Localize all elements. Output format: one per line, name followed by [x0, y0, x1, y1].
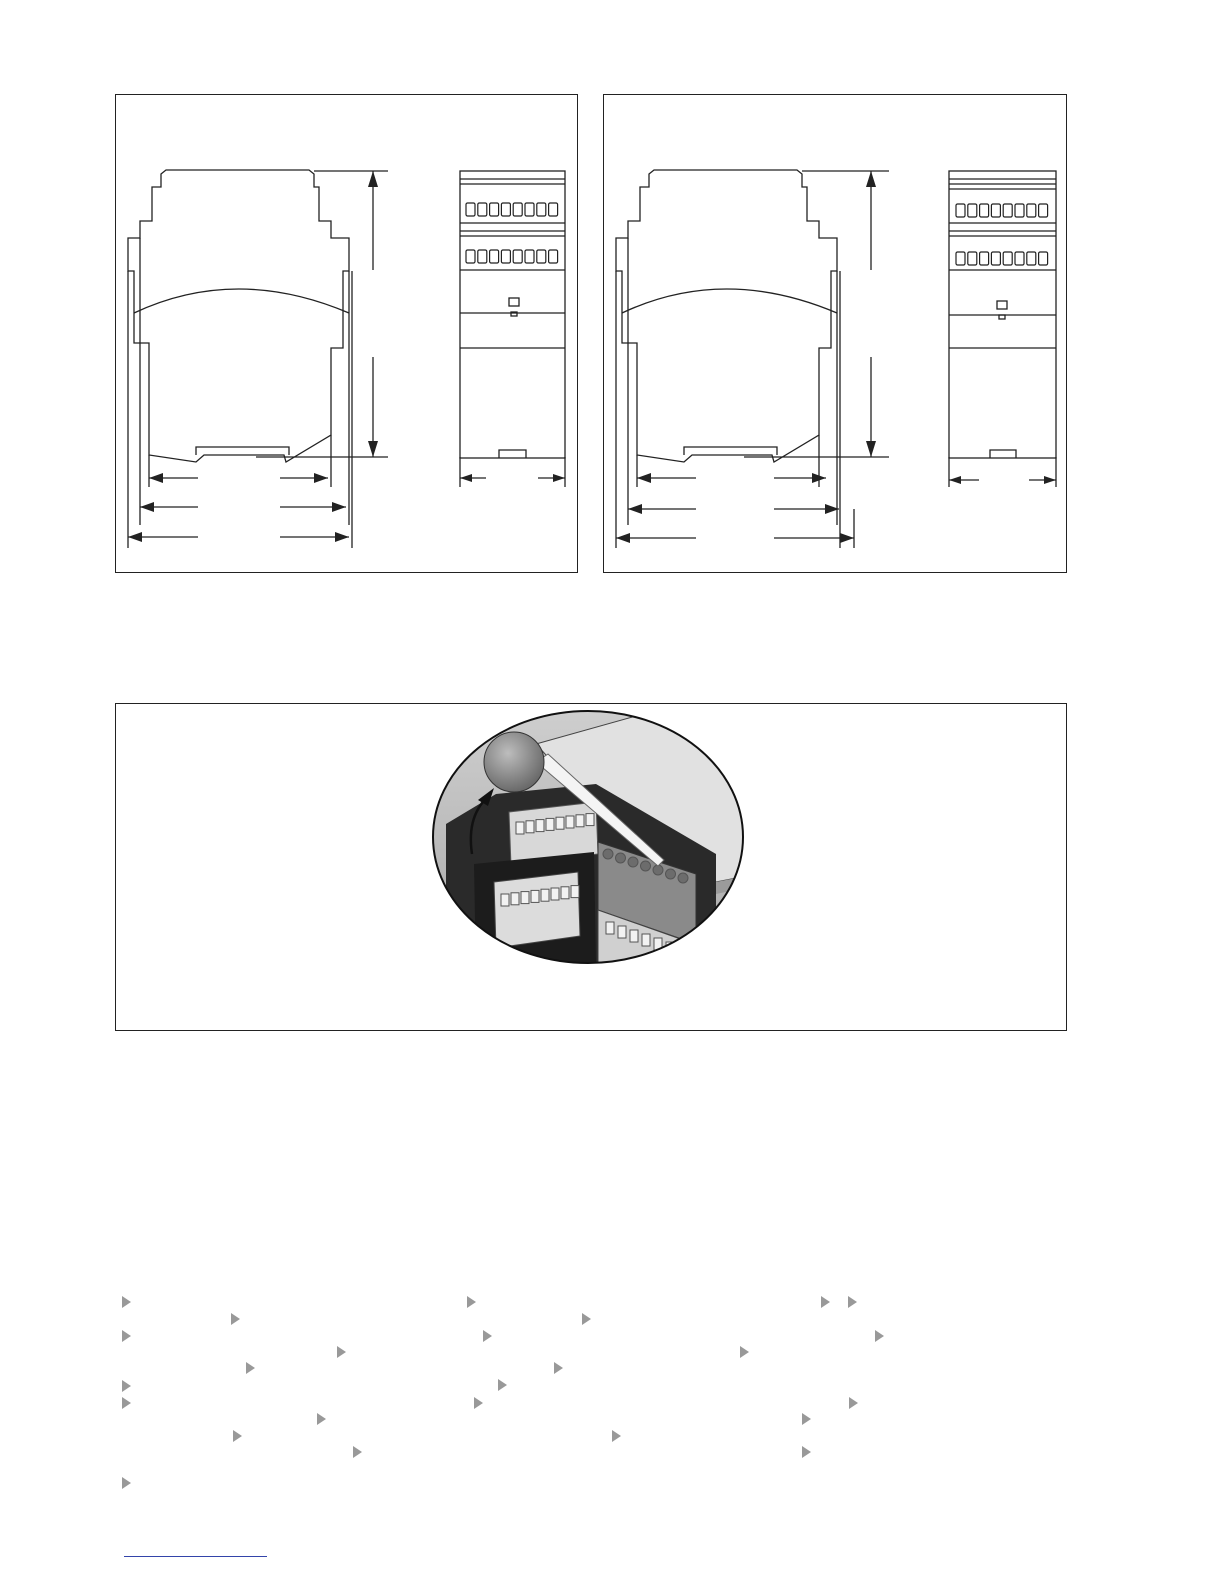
triangle-bullet-icon [612, 1430, 621, 1442]
terminal-screw [501, 250, 510, 263]
terminal-screw [466, 250, 475, 263]
terminal-screw [1015, 252, 1024, 265]
terminal-pin [678, 946, 686, 958]
terminal-screw [525, 203, 534, 216]
triangle-bullet-icon [231, 1313, 240, 1325]
terminal-pin [571, 886, 579, 898]
terminal-screw [513, 250, 522, 263]
device-outline-drawing [116, 95, 579, 574]
dimension-drawing-right [603, 94, 1067, 573]
terminal-screw [1027, 252, 1036, 265]
terminal-pin [546, 818, 554, 830]
terminal-row-group [956, 204, 1048, 265]
terminal-pin [536, 820, 544, 832]
terminal-pin [556, 817, 564, 829]
triangle-bullet-icon [246, 1362, 255, 1374]
terminal-screw-head [603, 849, 613, 859]
terminal-removal-photo-frame [115, 703, 1067, 1031]
terminal-screw [968, 204, 977, 217]
front-view-outline [460, 171, 565, 458]
terminal-screw-head [666, 869, 676, 879]
terminal-screw [537, 250, 546, 263]
screwdriver-icon [484, 732, 544, 792]
terminal-screw [980, 252, 989, 265]
triangle-bullet-icon [337, 1346, 346, 1358]
terminal-pin [586, 814, 594, 826]
terminal-screw [1015, 204, 1024, 217]
triangle-bullet-icon [483, 1330, 492, 1342]
terminal-screw [991, 252, 1000, 265]
terminal-pin [561, 887, 569, 899]
terminal-pin [501, 894, 509, 906]
terminal-pin [566, 816, 574, 828]
terminal-pin [516, 822, 524, 834]
terminal-screw [956, 252, 965, 265]
terminal-pin [606, 922, 614, 934]
terminal-screw-head [616, 853, 626, 863]
triangle-bullet-icon [554, 1362, 563, 1374]
terminal-screw [1039, 252, 1048, 265]
triangle-bullet-icon [122, 1296, 131, 1308]
triangle-bullet-icon [122, 1477, 131, 1489]
triangle-bullet-icon [740, 1346, 749, 1358]
terminal-pin [576, 815, 584, 827]
terminal-screw [1039, 204, 1048, 217]
terminal-screw [968, 252, 977, 265]
device-outline-drawing [604, 95, 1068, 574]
terminal-pin [521, 892, 529, 904]
terminal-pin [642, 934, 650, 946]
side-view-outline [616, 170, 837, 462]
triangle-bullet-icon [849, 1397, 858, 1409]
terminal-screw [490, 203, 499, 216]
terminal-screw [537, 203, 546, 216]
terminal-screw [1027, 204, 1036, 217]
terminal-screw [501, 203, 510, 216]
terminal-removal-photo [116, 704, 1068, 1032]
terminal-pin [526, 821, 534, 833]
triangle-bullet-icon [122, 1380, 131, 1392]
terminal-screw [549, 250, 558, 263]
terminal-screw-head [641, 861, 651, 871]
side-view-outline [128, 170, 349, 462]
terminal-screw [991, 204, 1000, 217]
terminal-row-group [466, 203, 558, 263]
footer-link-underline [124, 1556, 267, 1557]
terminal-pin [511, 893, 519, 905]
triangle-bullet-icon [474, 1397, 483, 1409]
terminal-pin [531, 890, 539, 902]
terminal-screw [980, 204, 989, 217]
terminal-pin [618, 926, 626, 938]
terminal-screw [466, 203, 475, 216]
terminal-screw [525, 250, 534, 263]
triangle-bullet-icon [875, 1330, 884, 1342]
triangle-bullet-icon [582, 1313, 591, 1325]
terminal-screw [478, 250, 487, 263]
terminal-screw [549, 203, 558, 216]
triangle-bullet-icon [317, 1413, 326, 1425]
terminal-pin [541, 889, 549, 901]
triangle-bullet-icon [467, 1296, 476, 1308]
terminal-screw [490, 250, 499, 263]
terminal-screw [1003, 204, 1012, 217]
triangle-bullet-icon [802, 1413, 811, 1425]
triangle-bullet-icon [848, 1296, 857, 1308]
terminal-screw [956, 204, 965, 217]
terminal-screw [1003, 252, 1012, 265]
terminal-pin [551, 888, 559, 900]
triangle-bullet-icon [498, 1379, 507, 1391]
terminal-screw [513, 203, 522, 216]
triangle-bullet-icon [802, 1446, 811, 1458]
terminal-screw [478, 203, 487, 216]
triangle-bullet-icon [122, 1330, 131, 1342]
triangle-bullet-icon [353, 1446, 362, 1458]
triangle-bullet-icon [821, 1296, 830, 1308]
dimension-drawing-left [115, 94, 578, 573]
triangle-bullet-icon [122, 1397, 131, 1409]
terminal-pin [630, 930, 638, 942]
terminal-screw-head [678, 873, 688, 883]
triangle-bullet-icon [233, 1430, 242, 1442]
terminal-screw-head [628, 857, 638, 867]
